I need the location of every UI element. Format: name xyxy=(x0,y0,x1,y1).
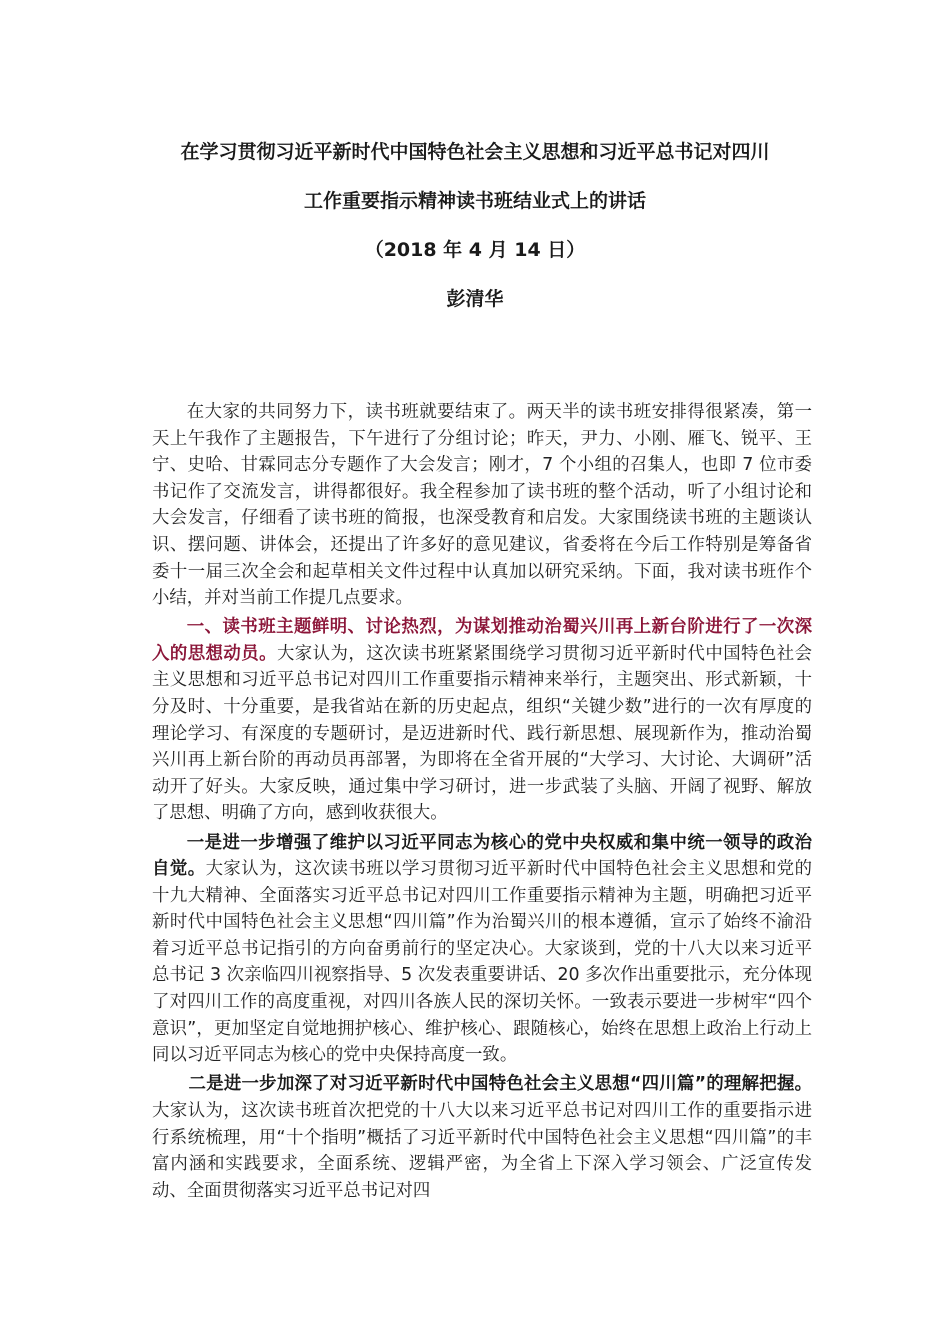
point-heading: 二是进一步加深了对习近平新时代中国特色社会主义思想“四川篇”的理解把握。 xyxy=(188,1074,812,1095)
paragraph-text: 大家认为，这次读书班首次把党的十八大以来习近平总书记对四川工作的重要指示进行系统梳理，用“十个指明”概括了习近平新时代中国特色社会主义思想“四川篇”的丰富内涵和实践要求，全面系统、逻辑严密，为全省上下深入学习领会、广泛宣传发动、全面贯彻落实习近平总书记对四 xyxy=(152,1100,812,1201)
paragraph-text: 大家认为，这次读书班紧紧围绕学习贯彻习近平新时代中国特色社会主义思想和习近平总书记对四川工作重要指示精神来举行，主题突出、形式新颖，十分及时、十分重要，是我省站在新的历史起点，组织“关键少数”进行的一次有厚度的理论学习、有深度的专题研讨，是迈进新时代、践行新思想、展现新作为，推动治蜀兴川再上新台阶的再动员再部署，为即将在全省开展的“大学习、大讨论、大调研”活动开了好头。大家反映，通过集中学习研讨，进一步武装了头脑、开阔了视野、解放了思想、明确了方向，感到收获很大。 xyxy=(152,643,812,824)
paragraph-point-1 xyxy=(152,830,812,1069)
document-date: （2018 年 4 月 14 日） xyxy=(364,239,586,261)
paragraph-text: 大家认为，这次读书班以学习贯彻习近平新时代中国特色社会主义思想和党的十九大精神、全面落实习近平总书记对四川工作重要指示精神为主题，明确把习近平新时代中国特色社会主义思想“四川篇”作为治蜀兴川的根本遵循，宣示了始终不渝沿着习近平总书记指引的方向奋勇前行的坚定决心。大家谈到，党的十八大以来习近平总书记 3 次亲临四川视察指导、5 次发表重要讲话、20 多次作出重要批示，充分体现了对四川工作的高度重视，对四川各族人民的深切关怀。一致表示要进一步树牢“四个意识”，更加坚定自觉地拥护核心、维护核心、跟随核心，始终在思想上政治上行动上同以习近平同志为核心的党中央保持高度一致。 xyxy=(152,859,812,1066)
paragraph-text: 在大家的共同努力下，读书班就要结束了。两天半的读书班安排得很紧凑，第一天上午我作了主题报告，下午进行了分组讨论；昨天，尹力、小刚、雁飞、锐平、王宁、史哈、甘霖同志分专题作了大会发言；刚才，7 个小组的召集人，也即 7 位市委书记作了交流发言，讲得都很好。我全程参加了读书班的整个活动，听了小组讨论和大会发言，仔细看了读书班的简报，也深受教育和启发。大家围绕读书班的主题谈认识、摆问题、讲体会，还提出了许多好的意见建议，省委将在今后工作特别是筹备省委十一届三次全会和起草相关文件过程中认真加以研究采纳。下面，我对读书班作个小结，并对当前工作提几点要求。 xyxy=(152,402,812,609)
document-title-line-2: 工作重要指示精神读书班结业式上的讲话 xyxy=(303,190,646,212)
paragraph-intro xyxy=(152,399,812,612)
section-heading: 一、读书班主题鲜明、讨论热烈，为谋划推动治蜀兴川再上新台阶进行了一次深入的思想动员。 xyxy=(152,617,812,664)
point-heading: 一是进一步增强了维护以习近平同志为核心的党中央权威和集中统一领导的政治自觉。 xyxy=(152,832,812,880)
document-body xyxy=(152,399,812,1207)
paragraph-point-2 xyxy=(152,1071,812,1204)
paragraph-section-1 xyxy=(152,614,812,827)
document-author: 彭清华 xyxy=(446,288,504,310)
document-title-line-1: 在学习贯彻习近平新时代中国特色社会主义思想和习近平总书记对四川 xyxy=(180,141,770,163)
